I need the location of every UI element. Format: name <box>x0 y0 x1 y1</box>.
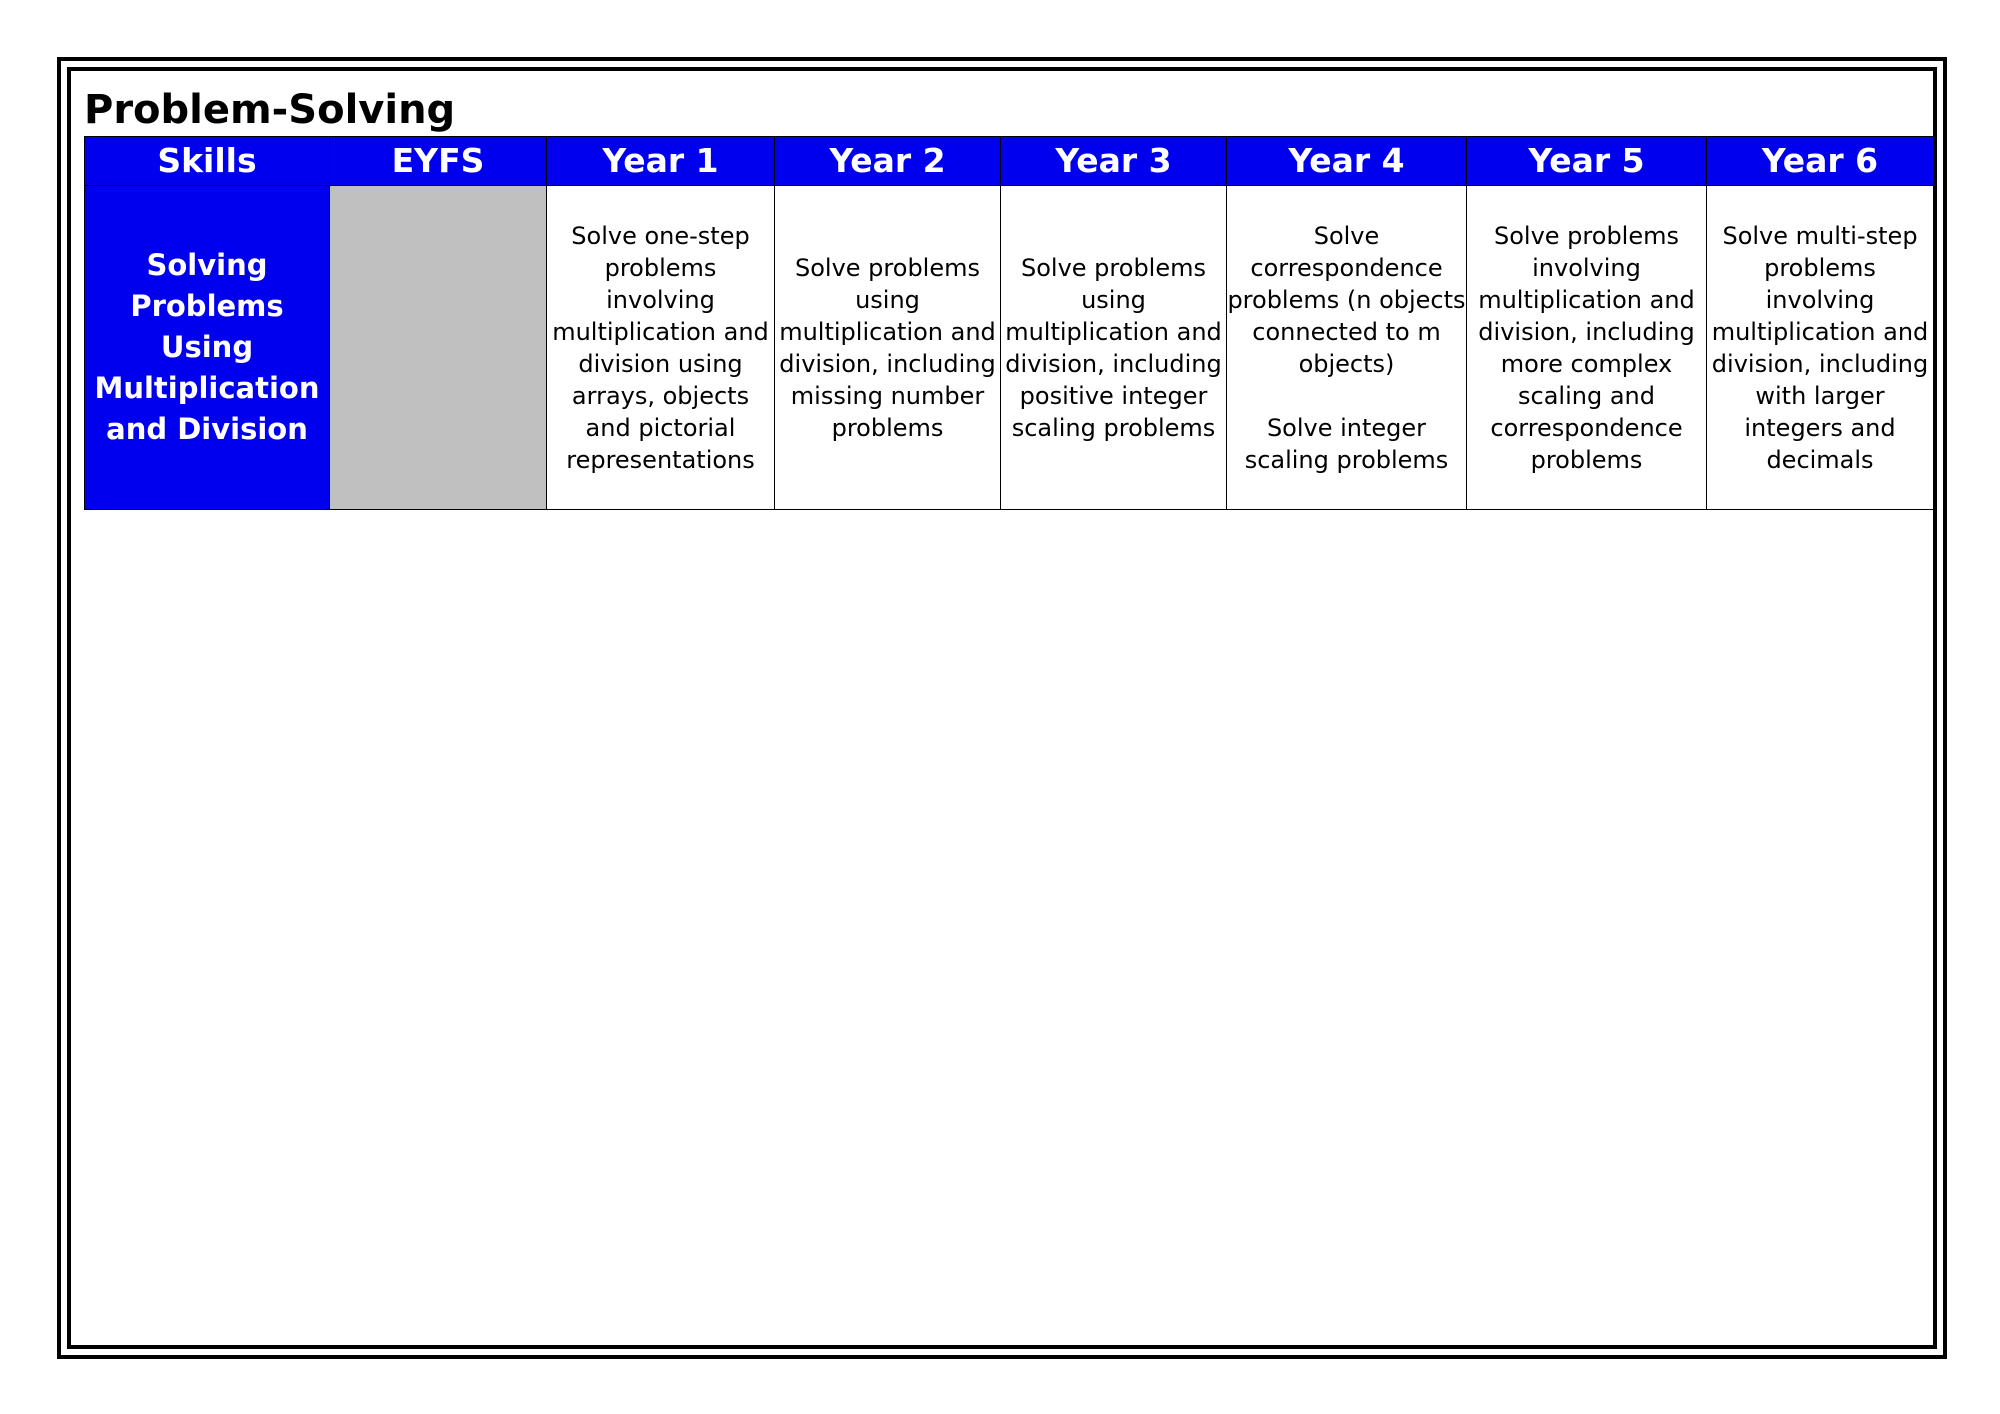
skill-name-cell <box>85 186 330 510</box>
skills-progression-table <box>84 136 1934 510</box>
year-4-cell <box>1227 186 1467 510</box>
year-3-cell <box>1001 186 1227 510</box>
year-1-text: Solve one-step problems involving multiplication and division using arrays, objects and pictorial representations <box>552 221 769 474</box>
header-eyfs: EYFS <box>330 137 547 186</box>
year-2-cell <box>775 186 1001 510</box>
year-4-text: Solve correspondence problems (n objects connected to m objects) Solve integer scaling problems <box>1227 221 1466 474</box>
table-header-row <box>85 137 1934 186</box>
skill-name: Solving Problems Using Multiplication and Division <box>94 248 320 446</box>
year-6-text: Solve multi-step problems involving multiplication and division, including with larger integers and decimals <box>1711 221 1929 474</box>
year-5-text: Solve problems involving multiplication and division, including more complex scaling and correspondence problems <box>1478 221 1695 474</box>
eyfs-cell <box>330 186 547 510</box>
header-year-2: Year 2 <box>775 137 1001 186</box>
header-year-1: Year 1 <box>547 137 775 186</box>
header-year-4: Year 4 <box>1227 137 1467 186</box>
year-2-text: Solve problems using multiplication and division, including missing number problems <box>779 253 996 442</box>
year-6-cell <box>1707 186 1934 510</box>
year-5-cell <box>1467 186 1707 510</box>
header-skills: Skills <box>85 137 330 186</box>
header-year-5: Year 5 <box>1467 137 1707 186</box>
header-year-3: Year 3 <box>1001 137 1227 186</box>
year-3-text: Solve problems using multiplication and division, including positive integer scaling problems <box>1005 253 1222 442</box>
table-row <box>85 186 1934 510</box>
header-year-6: Year 6 <box>1707 137 1934 186</box>
year-1-cell <box>547 186 775 510</box>
page-title: Problem-Solving <box>84 87 456 133</box>
